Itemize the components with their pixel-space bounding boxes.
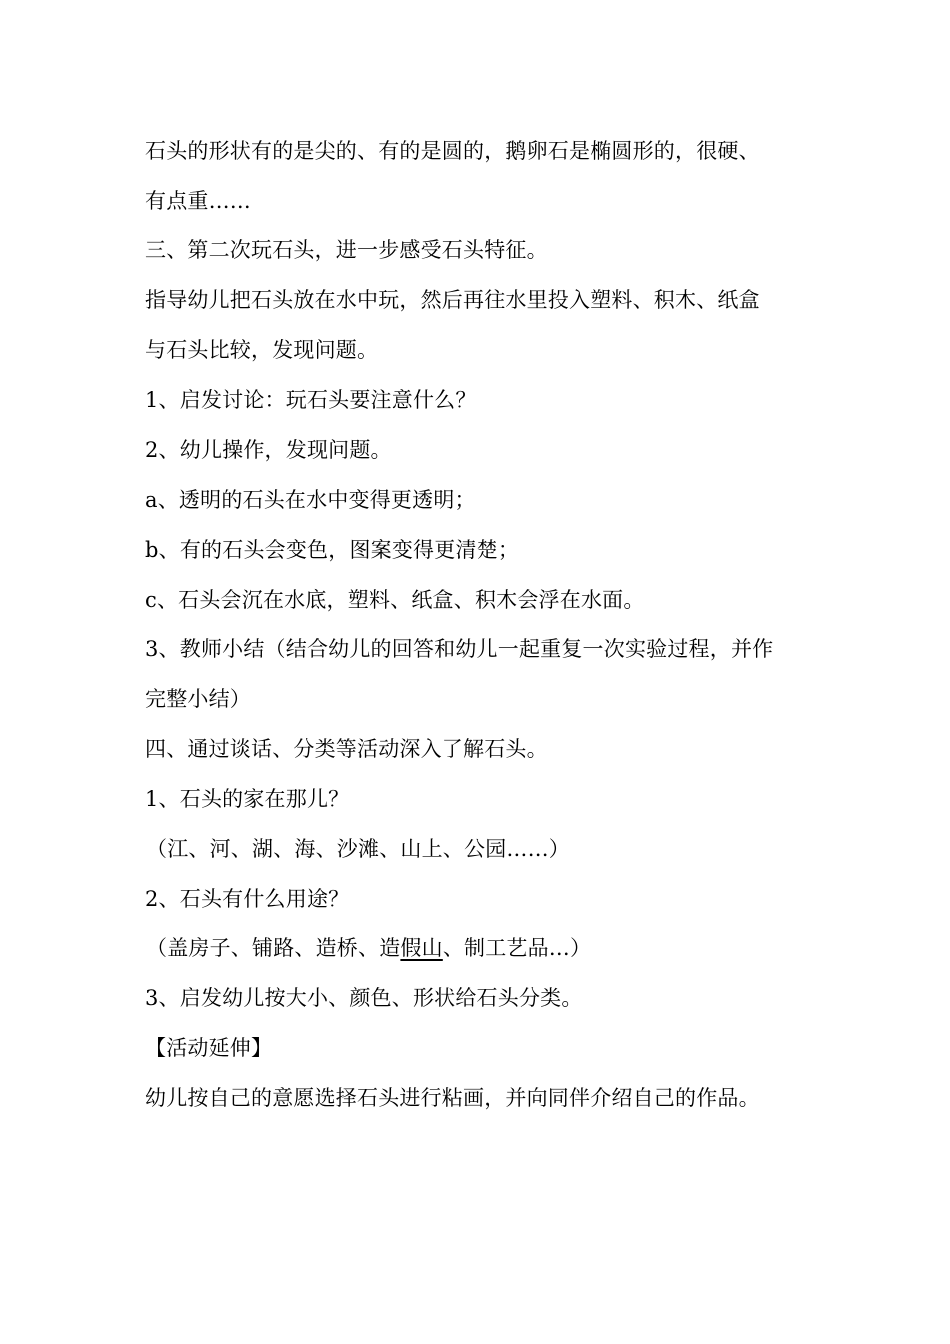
list-item: b、有的石头会变色，图案变得更清楚； <box>145 538 520 562</box>
uses-text-after: 、制工艺品…） <box>442 936 592 960</box>
section-heading: 四、通过谈话、分类等活动深入了解石头。 <box>145 737 548 761</box>
list-item: 3、教师小结（结合幼儿的回答和幼儿一起重复一次实验过程，并作 <box>145 637 774 661</box>
list-item: 3、启发幼儿按大小、颜色、形状给石头分类。 <box>145 986 583 1010</box>
paragraph-line: 有点重…… <box>145 189 251 213</box>
list-item: 2、石头有什么用途？ <box>145 887 350 911</box>
paragraph-line: 指导幼儿把石头放在水中玩，然后再往水里投入塑料、积木、纸盒 <box>145 288 760 312</box>
underlined-term: 假山 <box>400 936 443 960</box>
list-item: 1、石头的家在那儿？ <box>145 787 350 811</box>
uses-text-before: （盖房子、铺路、造桥、造 <box>146 936 401 960</box>
paragraph-line: 与石头比较，发现问题。 <box>145 338 379 362</box>
list-item: 1、启发讨论：玩石头要注意什么？ <box>145 388 477 412</box>
paragraph-line: 完整小结） <box>145 687 251 711</box>
paragraph-line: 石头的形状有的是尖的、有的是圆的，鹅卵石是椭圆形的，很硬、 <box>145 139 760 163</box>
list-item: a、透明的石头在水中变得更透明； <box>145 488 476 512</box>
list-item: 2、幼儿操作，发现问题。 <box>145 438 392 462</box>
list-item-detail <box>146 934 591 962</box>
section-heading: 三、第二次玩石头，进一步感受石头特征。 <box>145 238 548 262</box>
list-item-detail: （江、河、湖、海、沙滩、山上、公园……） <box>146 837 570 861</box>
list-item: c、石头会沉在水底，塑料、纸盒、积木会浮在水面。 <box>145 588 645 612</box>
paragraph-line: 幼儿按自己的意愿选择石头进行粘画，并向同伴介绍自己的作品。 <box>145 1086 760 1110</box>
section-heading: 【活动延伸】 <box>145 1036 273 1060</box>
